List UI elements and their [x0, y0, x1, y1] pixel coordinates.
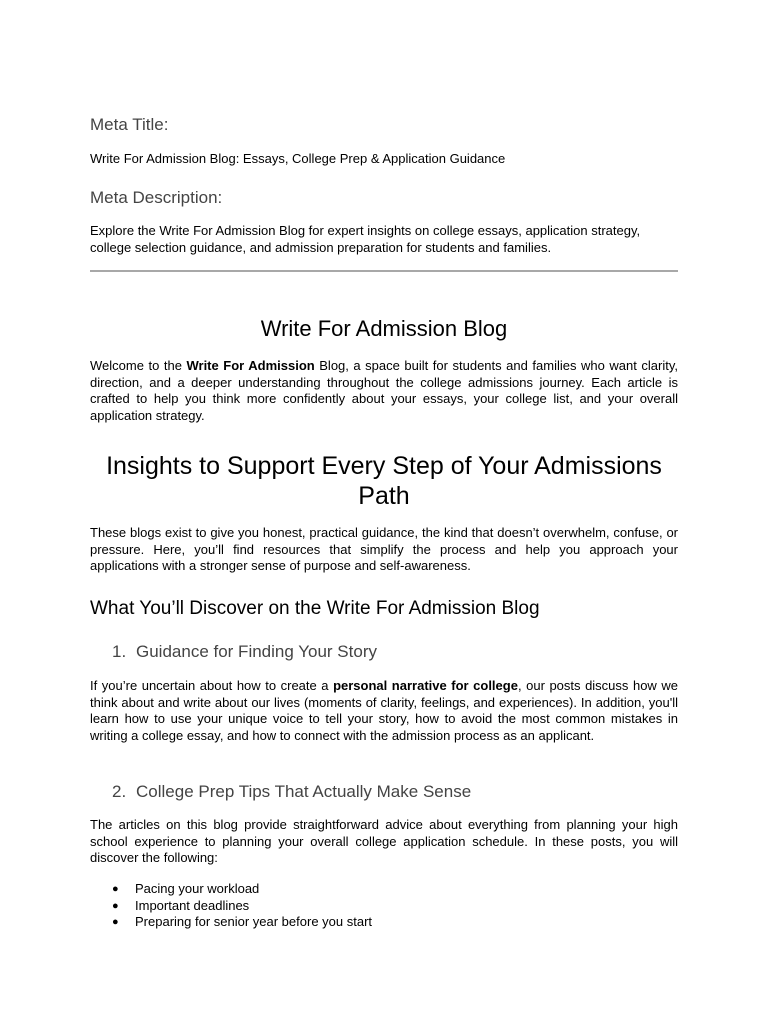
insights-paragraph: These blogs exist to give you honest, practical guidance, the kind that doesn’t overwhelm, confuse, or pressure. Here, you’ll find resources that simplify the process and help you approach your applications with a stronger sense of purpose and self-awareness. — [90, 525, 678, 573]
list-item: ● Pacing your workload — [112, 881, 260, 896]
section-1-paragraph: If you’re uncertain about how to create a personal narrative for college, our posts discuss how we think about and write about our lives (moments of clarity, feelings, and experiences). In addition, you'll learn how to use your unique voice to tell your story, how to avoid the most common mistakes in writing a college essay, and how to connect with the admission process as an applicant. — [90, 678, 678, 743]
list-item: ● Preparing for senior year before you start — [112, 914, 373, 929]
meta-description-value: Explore the Write For Admission Blog for expert insights on college essays, application strategy, college selection guidance, and admission preparation for students and families. — [90, 223, 641, 255]
list-item: ● Important deadlines — [112, 897, 250, 913]
section-2-paragraph: The articles on this blog provide straightforward advice about everything from planning your high school experience to planning your overall college application schedule. In these posts, you will discover the following: — [90, 817, 678, 865]
bullet-icon: ● — [112, 916, 119, 928]
intro-bold-brand: Write For Admission — [186, 358, 315, 373]
section-2-heading: 2. College Prep Tips That Actually Make Sense — [112, 782, 472, 801]
section-2-number: 2. — [112, 782, 127, 801]
section-1-number: 1. — [112, 642, 127, 661]
section-1-heading: 1. Guidance for Finding Your Story — [112, 642, 377, 661]
section-2-bullet-list — [90, 881, 678, 931]
heading-discover: What You’ll Discover on the Write For Admission Blog — [90, 598, 540, 619]
section-divider — [90, 270, 678, 272]
section-1-bold-phrase: personal narrative for college — [333, 678, 518, 693]
intro-paragraph: Welcome to the Write For Admission Blog, a space built for students and families who want clarity, direction, and a deeper understanding throughout the college admissions journey. Each article is crafted to help you think more confidently about your essays, your college list, and your overall application strategy. — [90, 358, 678, 423]
bullet-icon: ● — [112, 883, 119, 895]
meta-title-label: Meta Title: — [90, 115, 169, 134]
meta-title-value: Write For Admission Blog: Essays, College Prep & Application Guidance — [90, 151, 506, 166]
meta-description-label: Meta Description: — [90, 188, 223, 207]
bullet-icon: ● — [112, 899, 119, 912]
heading-insights: Insights to Support Every Step of Your Admissions Path — [106, 452, 662, 510]
article-title: Write For Admission Blog — [260, 316, 508, 341]
